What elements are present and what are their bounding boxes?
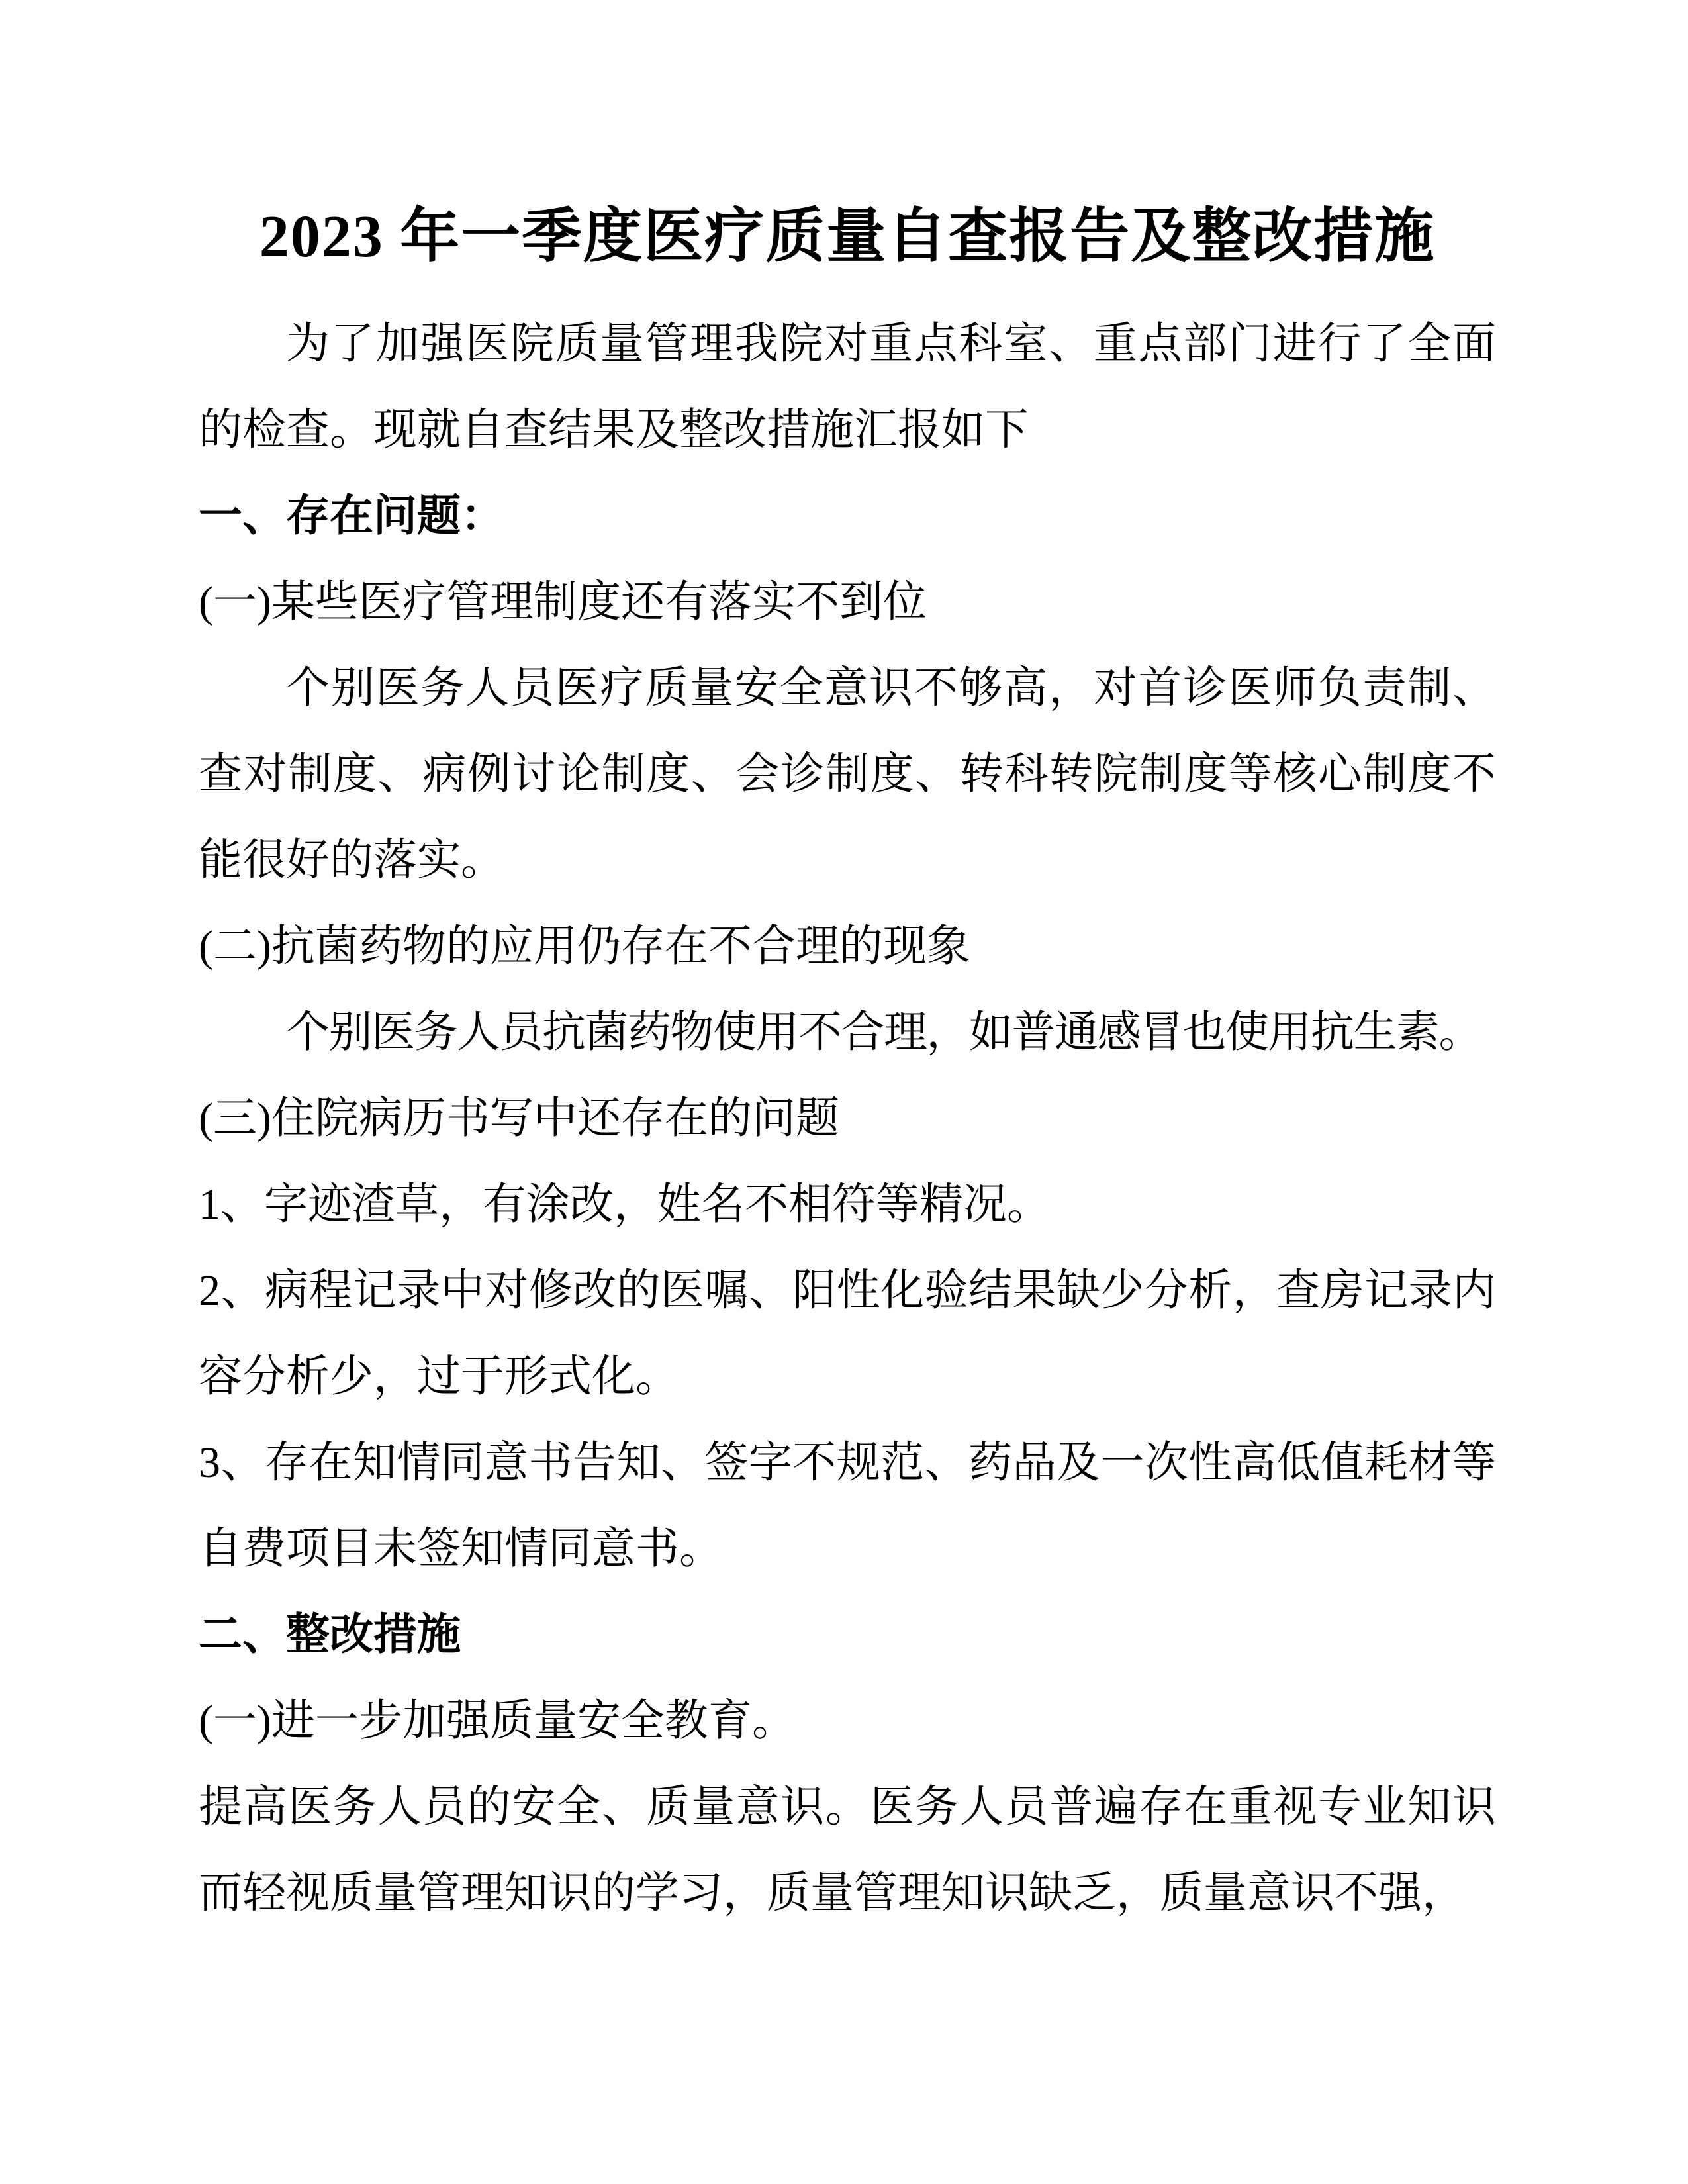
subitem-1-3-2-progress-notes: 2、病程记录中对修改的医嘱、阳性化验结果缺少分析，查房记录内容分析少，过于形式化。 [199,1266,1496,1401]
item-1-1-management-systems: (一)某些医疗管理制度还有落实不到位 [199,578,927,626]
item-1-3-medical-records: (三)住院病历书写中还存在的问题 [199,1094,839,1143]
document-title: 2023 年一季度医疗质量自查报告及整改措施 [259,204,1436,269]
subitem-1-3-1-handwriting: 1、字迹渣草，有涂改，姓名不相符等精况。 [199,1180,1051,1229]
item-1-2-antibiotics: (二)抗菌药物的应用仍存在不合理的现象 [199,922,970,971]
para-2-1-detail: 提高医务人员的安全、质量意识。医务人员普遍存在重视专业知识而轻视质量管理知识的学习，质量管理知识缺乏，质量意识不强， [199,1783,1496,1917]
section-2-heading-measures: 二、整改措施 [199,1611,461,1659]
para-1-2-detail: 个别医务人员抗菌药物使用不合理，如普通感冒也使用抗生素。 [286,1008,1481,1057]
item-2-1-safety-education: (一)进一步加强质量安全教育。 [199,1697,796,1745]
section-1-heading-problems: 一、存在问题： [199,492,504,540]
subitem-1-3-3-informed-consent: 3、存在知情同意书告知、签字不规范、药品及一次性高低值耗材等自费项目未签知情同意书。 [199,1439,1496,1573]
para-1-1-detail: 个别医务人员医疗质量安全意识不够高，对首诊医师负责制、查对制度、病例讨论制度、会诊制度、转科转院制度等核心制度不能很好的落实。 [199,664,1496,884]
paragraph-intro: 为了加强医院质量管理我院对重点科室、重点部门进行了全面的检查。现就自查结果及整改措施汇报如下 [199,320,1496,454]
